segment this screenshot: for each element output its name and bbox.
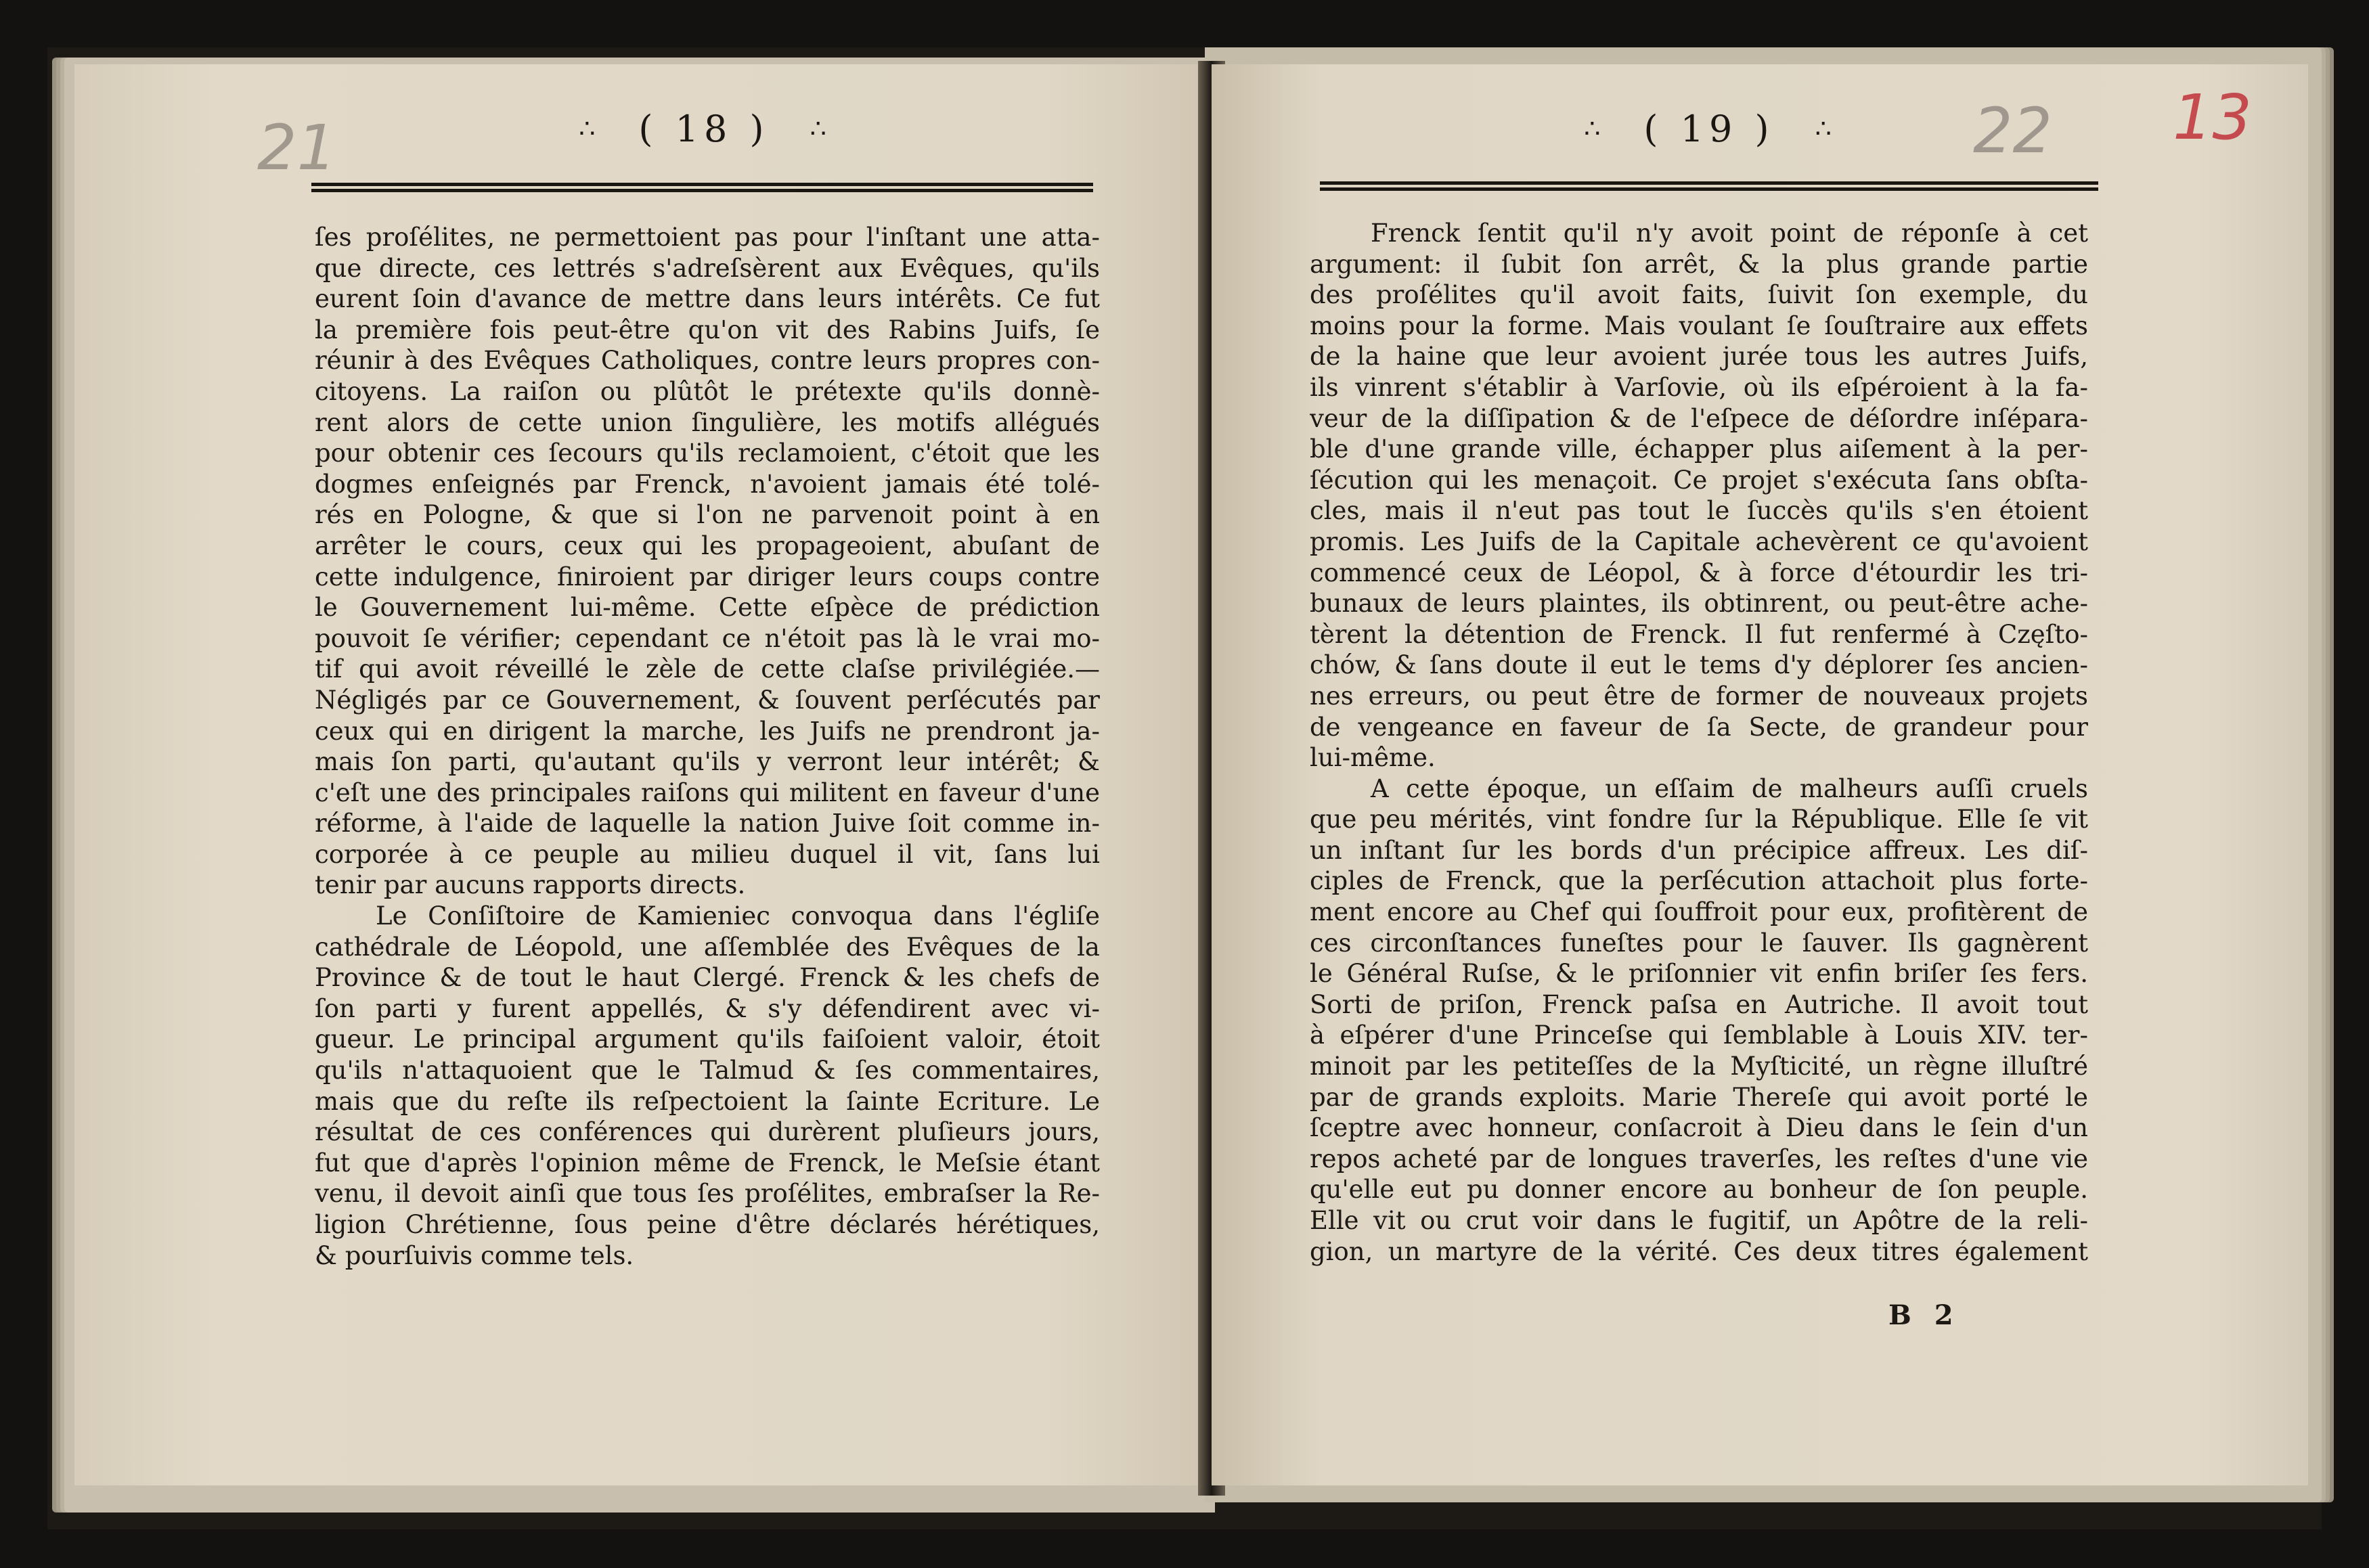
text-line: ligion Chrétienne, ſous peine d'être déclarés hérétiques,	[315, 1210, 1100, 1239]
text-line: cles, mais il n'eut pas tout le ſuccès qu'ils s'en étoient	[1310, 496, 2088, 526]
text-line: résultat de ces conférences qui durèrent pluſieurs jours,	[315, 1117, 1100, 1147]
text-line: venu, il devoit ainſi que tous ſes proſélites, embraſser la Re-	[315, 1179, 1100, 1209]
text-line: Négligés par ce Gouvernement, & ſouvent perſécutés par	[315, 685, 1100, 715]
text-line: bunaux de leurs plaintes, ils obtinrent, ou peut-être ache-	[1310, 589, 2088, 619]
text-line: ces circonſtances funeſtes pour le ſauver. Ils gagnèrent	[1310, 928, 2088, 958]
text-line: lui-même.	[1310, 743, 1436, 773]
text-line: Elle vit ou crut voir dans le fugitif, un Apôtre de la reli-	[1310, 1206, 2088, 1235]
text-line: ment encore au Chef qui ſouffroit pour eux, profitèrent de	[1310, 897, 2088, 927]
text-line: de vengeance en faveur de ſa Secte, de grandeur pour	[1310, 712, 2088, 742]
text-line: tèrent la détention de Frenck. Il fut renfermé à Częſto-	[1310, 619, 2088, 649]
text-line: mais ſon parti, qu'autant qu'ils y verront leur intérêt; &	[315, 747, 1100, 777]
text-line: A cette époque, un eſſaim de malheurs auſſi cruels	[1371, 774, 2088, 803]
text-line: ſécution qui les menaçoit. Ce projet s'exécuta ſans obſta-	[1310, 465, 2088, 495]
text-line: ble d'une grande ville, échapper plus aiſement à la per-	[1310, 434, 2088, 464]
text-line: cette indulgence, finiroient par diriger leurs coups contre	[315, 562, 1100, 591]
text-line: ſes proſélites, ne permettoient pas pour l'inſtant une atta-	[315, 223, 1100, 252]
text-line: citoyens. La raiſon ou plûtôt le prétexte qu'ils donnè-	[315, 376, 1100, 406]
left-header-rule	[311, 183, 1093, 192]
left-body-text	[315, 222, 1100, 1271]
text-line: mais que du reſte ils reſpectoient la ſainte Ecriture. Le	[315, 1086, 1100, 1116]
text-line: rent alors de cette union ſingulière, les motifs allégués	[315, 407, 1100, 437]
text-line: la première fois peut-être qu'on vit des Rabins Juifs, ſe	[315, 315, 1100, 344]
text-line: Le Conſiſtoire de Kamieniec convoqua dans l'égliſe	[376, 901, 1100, 931]
text-line: dogmes enſeignés par Frenck, n'avoient jamais été tolé-	[315, 469, 1100, 499]
text-line: fut que d'après l'opinion même de Frenck, le Meſsie étant	[315, 1148, 1100, 1178]
left-ornament-icon: ∴	[579, 114, 598, 143]
text-line: rés en Pologne, & que si l'on ne parvenoit point à en	[315, 500, 1100, 530]
right-pencil-note: 22	[1973, 95, 2053, 167]
text-line: à eſpérer d'une Princeſse qui ſemblable à Louis XIV. ter-	[1310, 1021, 2088, 1050]
left-page-header	[311, 102, 1097, 156]
text-line: pour obtenir ces ſecours qu'ils reclamoient, c'étoit que les	[315, 439, 1100, 468]
text-line: le Général Ruſse, & le priſonnier vit enfin briſer ſes fers.	[1310, 959, 2088, 989]
right-ornament-icon-2: ∴	[1815, 114, 1834, 143]
text-line: pouvoit ſe vérifier; cependant ce n'étoit pas là le vrai mo-	[315, 623, 1100, 653]
left-page-number: ( 18 )	[638, 107, 770, 150]
text-line: qu'ils n'attaquoient que le Talmud & ſes commentaires,	[315, 1056, 1100, 1085]
text-line: ſon parti y furent appellés, & s'y défendirent avec vi-	[315, 993, 1100, 1023]
text-line: le Gouvernement lui-même. Cette eſpèce de prédiction	[315, 593, 1100, 623]
right-signature-mark: B 2	[1888, 1299, 1960, 1331]
text-line: un inſtant ſur les bords d'un précipice affreux. Les diſ-	[1310, 835, 2088, 865]
right-red-note: 13	[2173, 81, 2253, 154]
text-line: ſceptre avec honneur, conſacroit à Dieu dans le ſein d'un	[1310, 1113, 2088, 1143]
text-line: ceux qui en dirigent la marche, les Juifs ne prendront ja-	[315, 716, 1100, 746]
text-line: qu'elle eut pu donner encore au bonheur de ſon peuple.	[1310, 1175, 2088, 1205]
text-line: Frenck ſentit qu'il n'y avoit point de réponſe à cet	[1371, 219, 2088, 248]
right-ornament-icon: ∴	[1584, 114, 1603, 143]
right-page-number: ( 19 )	[1643, 107, 1775, 150]
text-line: tenir par aucuns rapports directs.	[315, 870, 746, 900]
text-line: argument: il ſubit ſon arrêt, & la plus grande partie	[1310, 249, 2088, 279]
text-line: cathédrale de Léopold, une aſſemblée des Evêques de la	[315, 932, 1100, 962]
text-line: moins pour la forme. Mais voulant ſe ſouſtraire aux effets	[1310, 311, 2088, 340]
text-line: promis. Les Juifs de la Capitale achevèrent ce qu'avoient	[1310, 527, 2088, 556]
text-line: ils vinrent s'établir à Varſovie, où ils eſpéroient à la fa-	[1310, 372, 2088, 402]
text-line: Province & de tout le haut Clergé. Frenck & les chefs de	[315, 963, 1100, 993]
text-line: que directe, ces lettrés s'adreſsèrent aux Evêques, qu'ils	[315, 253, 1100, 283]
text-line: chów, & ſans doute il eut le tems d'y déplorer ſes ancien-	[1310, 650, 2088, 680]
text-line: gion, un martyre de la vérité. Ces deux titres également	[1310, 1236, 2088, 1266]
text-line: corporée à ce peuple au milieu duquel il vit, ſans lui	[315, 839, 1100, 869]
text-line: arrêter le cours, ceux qui les propageoient, abuſant de	[315, 531, 1100, 560]
right-body-text	[1310, 218, 2088, 1267]
text-line: de la haine que leur avoient jurée tous les autres Juifs,	[1310, 342, 2088, 372]
text-line: nes erreurs, ou peut être de former de nouveaux projets	[1310, 681, 2088, 711]
text-line: c'eſt une des principales raiſons qui militent en faveur d'une	[315, 778, 1100, 807]
text-line: & pourſuivis comme tels.	[315, 1240, 634, 1270]
left-pencil-note: 21	[257, 112, 337, 184]
text-line: ciples de Frenck, que la perſécution attachoit plus forte-	[1310, 866, 2088, 896]
text-line: commencé ceux de Léopol, & à force d'étourdir les tri-	[1310, 558, 2088, 587]
text-line: réforme, à l'aide de laquelle la nation Juive ſoit comme in-	[315, 809, 1100, 838]
right-header-rule	[1320, 181, 2098, 191]
text-line: des proſélites qu'il avoit faits, ſuivit ſon exemple, du	[1310, 280, 2088, 310]
text-line: repos acheté par de longues traverſes, les reſtes d'une vie	[1310, 1144, 2088, 1173]
left-ornament-icon-2: ∴	[810, 114, 829, 143]
text-line: que peu mérités, vint fondre ſur la République. Elle ſe vit	[1310, 805, 2088, 834]
text-line: par de grands exploits. Marie Thereſe qui avoit porté le	[1310, 1082, 2088, 1112]
text-line: tif qui avoit réveillé le zèle de cette claſse privilégiée.—	[315, 654, 1100, 684]
text-line: eurent ſoin d'avance de mettre dans leurs intérêts. Ce fut	[315, 284, 1100, 314]
text-line: gueur. Le principal argument qu'ils faiſoient valoir, étoit	[315, 1025, 1100, 1054]
text-line: veur de la diſſipation & de l'eſpece de déſordre inſépara-	[1310, 403, 2088, 433]
text-line: minoit par les petiteſſes de la Myſticité, un règne illuſtré	[1310, 1052, 2088, 1081]
text-line: réunir à des Evêques Catholiques, contre leurs propres con-	[315, 346, 1100, 376]
text-line: Sorti de priſon, Frenck paſsa en Autriche. Il avoit tout	[1310, 989, 2088, 1019]
